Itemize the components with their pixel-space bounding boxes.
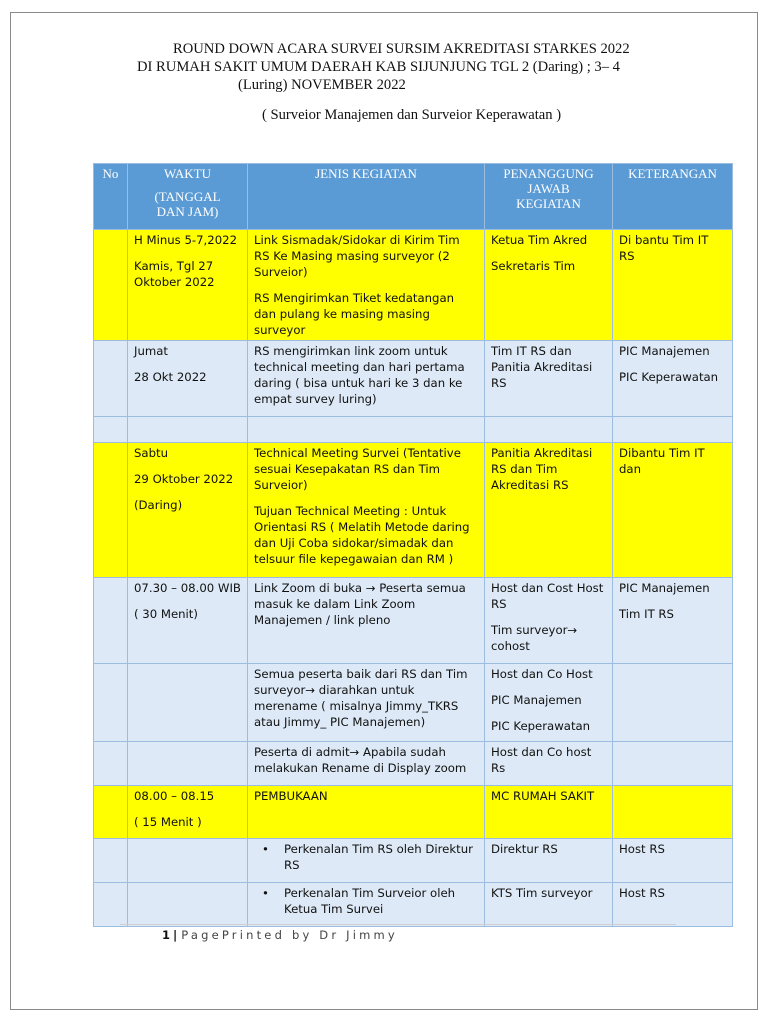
pj-text: Tim IT RS dan Panitia Akreditasi RS <box>491 344 593 390</box>
waktu-text: H Minus 5-7,2022 <box>134 233 238 247</box>
table-header-row <box>94 164 733 230</box>
cell-no <box>94 742 128 786</box>
cell-waktu <box>128 664 248 742</box>
cell-jenis-kegiatan <box>248 578 485 664</box>
pj-text: Ketua Tim Akred <box>491 233 588 247</box>
ket-text: PIC Manajemen <box>619 344 710 358</box>
header-waktu-line-1: WAKTU <box>164 166 211 181</box>
cell-no <box>94 883 128 927</box>
table-row <box>94 341 733 417</box>
cell-keterangan <box>613 742 733 786</box>
cell-waktu <box>128 341 248 417</box>
pj-text: Host dan Cost Host RS <box>491 581 604 611</box>
pj-text: PIC Keperawatan <box>491 719 591 733</box>
cell-keterangan <box>613 230 733 341</box>
waktu-text: ( 30 Menit) <box>134 607 198 621</box>
waktu-text: Jumat <box>134 344 168 358</box>
header-pj-line-3: KEGIATAN <box>516 196 581 211</box>
pj-text: KTS Tim surveyor <box>491 886 593 900</box>
jenis-text: RS mengirimkan link zoom untuk technical meeting dan hari pertama daring ( bisa untuk hari ke 3 dan ke empat survey luring) <box>254 344 465 406</box>
cell-keterangan <box>613 578 733 664</box>
title-line-3: (Luring) NOVEMBER 2022 <box>238 77 406 93</box>
cell-waktu <box>128 883 248 927</box>
ket-text: Host RS <box>619 886 665 900</box>
rundown-table <box>93 163 733 927</box>
cell-no <box>94 417 128 443</box>
cell-penanggung-jawab <box>485 839 613 883</box>
title-line-1: ROUND DOWN ACARA SURVEI SURSIM AKREDITASI STARKES 2022 <box>173 41 630 57</box>
header-keterangan: KETERANGAN <box>613 164 733 230</box>
cell-jenis-kegiatan <box>248 883 485 927</box>
bullet-dot: • <box>262 886 269 900</box>
footer-rule <box>120 924 676 925</box>
waktu-text: Kamis, Tgl 27 Oktober 2022 <box>134 259 215 289</box>
ket-text: Tim IT RS <box>619 607 674 621</box>
table-row <box>94 230 733 341</box>
cell-keterangan <box>613 839 733 883</box>
pj-text: MC RUMAH SAKIT <box>491 789 595 803</box>
header-penanggung-jawab <box>485 164 613 230</box>
pj-text: Host dan Co Host <box>491 667 593 681</box>
jenis-text: Technical Meeting Survei (Tentative sesuai Kesepakatan RS dan Tim Surveior) <box>254 446 461 492</box>
cell-jenis-kegiatan <box>248 742 485 786</box>
jenis-text: Semua peserta baik dari RS dan Tim surveyor→ diarahkan untuk merename ( misalnya Jimmy_TKRS atau Jimmy_ PIC Manajemen) <box>254 667 468 729</box>
waktu-text: Sabtu <box>134 446 168 460</box>
cell-jenis-kegiatan <box>248 443 485 578</box>
table-row <box>94 786 733 839</box>
pj-text: Panitia Akreditasi RS dan Tim Akreditasi RS <box>491 446 593 492</box>
cell-jenis-kegiatan <box>248 664 485 742</box>
header-waktu-line-2: (TANGGAL <box>154 189 221 204</box>
cell-penanggung-jawab <box>485 786 613 839</box>
cell-jenis-kegiatan <box>248 230 485 341</box>
cell-no <box>94 839 128 883</box>
cell-penanggung-jawab <box>485 664 613 742</box>
pj-text: PIC Manajemen <box>491 693 582 707</box>
pj-text: Direktur RS <box>491 842 558 856</box>
table-row <box>94 839 733 883</box>
cell-jenis-kegiatan <box>248 417 485 443</box>
cell-waktu <box>128 786 248 839</box>
ket-text: Di bantu Tim IT RS <box>619 233 709 263</box>
ket-text: Host RS <box>619 842 665 856</box>
cell-keterangan <box>613 786 733 839</box>
cell-penanggung-jawab <box>485 341 613 417</box>
waktu-text: ( 15 Menit ) <box>134 815 202 829</box>
page-footer <box>162 928 398 942</box>
cell-no <box>94 786 128 839</box>
cell-no <box>94 443 128 578</box>
document-title <box>0 40 768 94</box>
jenis-text: Link Zoom di buka → Peserta semua masuk ke dalam Link Zoom Manajemen / link pleno <box>254 581 466 627</box>
header-pj-line-1: PENANGGUNG <box>503 166 594 181</box>
header-no: No <box>94 164 128 230</box>
table-row <box>94 742 733 786</box>
title-line-2: DI RUMAH SAKIT UMUM DAERAH KAB SIJUNJUNG TGL 2 (Daring) ; 3– 4 <box>137 59 620 75</box>
table-row <box>94 883 733 927</box>
cell-no <box>94 230 128 341</box>
cell-waktu <box>128 839 248 883</box>
cell-keterangan <box>613 341 733 417</box>
jenis-text: Peserta di admit→ Apabila sudah melakukan Rename di Display zoom <box>254 745 467 775</box>
pj-text: Sekretaris Tim <box>491 259 576 273</box>
cell-penanggung-jawab <box>485 883 613 927</box>
ket-text: PIC Manajemen <box>619 581 710 595</box>
table-row <box>94 664 733 742</box>
footer-separator: | <box>173 928 178 942</box>
cell-waktu <box>128 417 248 443</box>
waktu-text: (Daring) <box>134 498 183 512</box>
cell-penanggung-jawab <box>485 230 613 341</box>
waktu-text: 07.30 – 08.00 WIB <box>134 581 241 595</box>
waktu-text: 28 Okt 2022 <box>134 370 207 384</box>
table-row <box>94 443 733 578</box>
header-waktu-line-3: DAN JAM) <box>156 204 219 219</box>
waktu-text: 29 Oktober 2022 <box>134 472 234 486</box>
jenis-text: PEMBUKAAN <box>254 789 328 803</box>
cell-penanggung-jawab <box>485 443 613 578</box>
ket-text: Dibantu Tim IT dan <box>619 446 705 476</box>
cell-no <box>94 664 128 742</box>
cell-waktu <box>128 578 248 664</box>
bullet-item <box>254 841 478 873</box>
cell-no <box>94 578 128 664</box>
bullet-dot: • <box>262 842 269 856</box>
header-waktu <box>128 164 248 230</box>
cell-waktu <box>128 443 248 578</box>
waktu-text: 08.00 – 08.15 <box>134 789 215 803</box>
cell-penanggung-jawab <box>485 578 613 664</box>
table-row <box>94 578 733 664</box>
cell-penanggung-jawab <box>485 417 613 443</box>
footer-text: PagePrinted by Dr Jimmy <box>181 928 398 942</box>
table-row-empty <box>94 417 733 443</box>
jenis-text: RS Mengirimkan Tiket kedatangan dan pulang ke masing masing surveyor <box>254 291 455 337</box>
cell-keterangan <box>613 664 733 742</box>
cell-jenis-kegiatan <box>248 786 485 839</box>
header-jenis-kegiatan: JENIS KEGIATAN <box>248 164 485 230</box>
cell-no <box>94 341 128 417</box>
cell-waktu <box>128 230 248 341</box>
cell-penanggung-jawab <box>485 742 613 786</box>
cell-jenis-kegiatan <box>248 341 485 417</box>
jenis-text: Perkenalan Tim RS oleh Direktur RS <box>284 842 473 872</box>
jenis-text: Perkenalan Tim Surveior oleh Ketua Tim Survei <box>284 886 456 916</box>
cell-jenis-kegiatan <box>248 839 485 883</box>
cell-waktu <box>128 742 248 786</box>
cell-keterangan <box>613 883 733 927</box>
document-subtitle: ( Surveior Manajemen dan Surveior Keperawatan ) <box>262 107 562 123</box>
jenis-text: Link Sismadak/Sidokar di Kirim Tim RS Ke Masing masing surveyor (2 Surveior) <box>254 233 460 279</box>
pj-text: Host dan Co host Rs <box>491 745 592 775</box>
page-number: 1 <box>162 928 171 942</box>
cell-keterangan <box>613 417 733 443</box>
header-pj-line-2: JAWAB <box>527 181 570 196</box>
ket-text: PIC Keperawatan <box>619 370 719 384</box>
bullet-item <box>254 885 478 917</box>
pj-text: Tim surveyor→ cohost <box>491 623 578 653</box>
cell-keterangan <box>613 443 733 578</box>
jenis-text: Tujuan Technical Meeting : Untuk Orientasi RS ( Melatih Metode daring dan Uji Coba sidokar/simadak dan telsuur file kepegawaian dan RM ) <box>254 504 470 566</box>
